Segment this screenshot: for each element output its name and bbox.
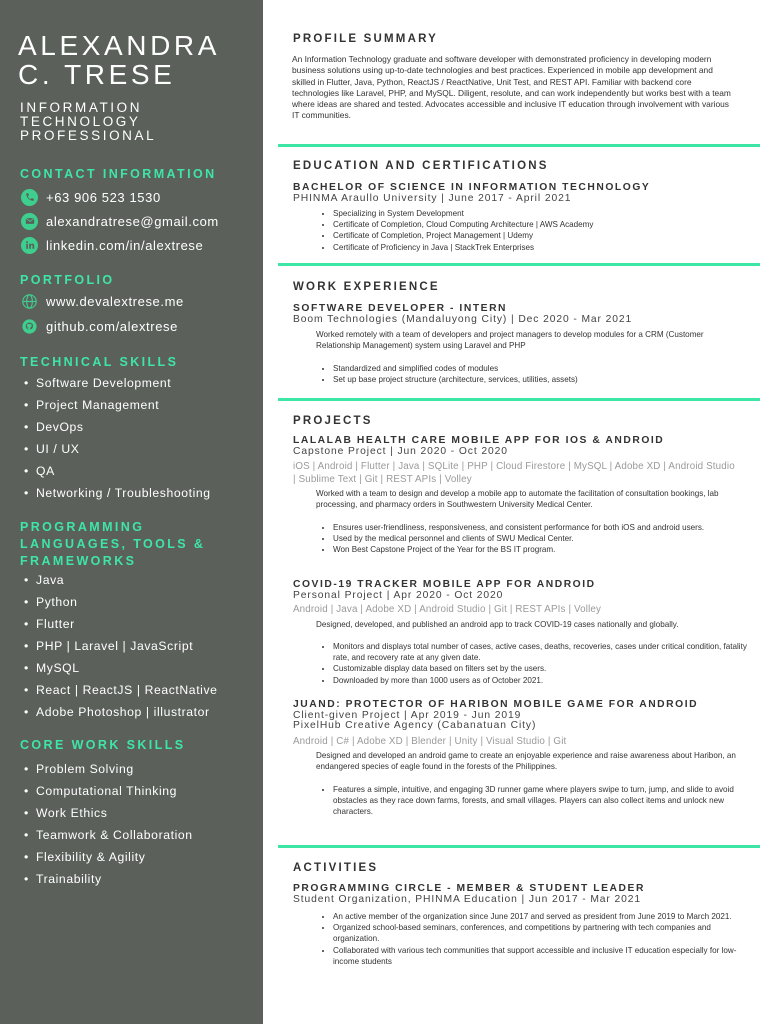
list-item: • Flexibility & Agility xyxy=(24,848,193,870)
list-item: • Computational Thinking xyxy=(24,782,193,804)
portfolio-heading: PORTFOLIO xyxy=(20,273,115,287)
list-item: • Adobe Photoshop | illustrator xyxy=(24,703,218,725)
list-item: • Networking / Troubleshooting xyxy=(24,484,211,506)
profile-summary-heading: PROFILE SUMMARY xyxy=(293,33,439,45)
phone-icon xyxy=(21,189,38,206)
list-item: • Java xyxy=(24,571,218,593)
education-heading: EDUCATION AND CERTIFICATIONS xyxy=(293,160,549,172)
section-divider xyxy=(278,144,760,147)
project-description: Worked with a team to design and develop a mobile app to automate the facilitation of consultation bookings, lab processing, and pharmacy orders in Southwestern University Medical Center. xyxy=(316,489,719,509)
list-item: • Certificate of Proficiency in Java | StackTrek Enterprises xyxy=(333,242,753,253)
list-item: • Certificate of Completion, Project Management | Udemy xyxy=(333,230,753,241)
list-item: • Problem Solving xyxy=(24,760,193,782)
activity-role: PROGRAMMING CIRCLE - MEMBER & STUDENT LEADER xyxy=(293,883,645,894)
job-company: Boom Technologies (Mandaluyong City) | Dec 2020 - Mar 2021 xyxy=(293,314,633,325)
technical-skills-list xyxy=(24,374,211,506)
project-subtitle: Personal Project | Apr 2020 - Oct 2020 xyxy=(293,590,504,601)
main-content xyxy=(263,0,768,1024)
linkedin-icon xyxy=(21,237,38,254)
portfolio-github[interactable]: github.com/alextrese xyxy=(21,317,178,335)
portfolio-website[interactable]: www.devalextrese.me xyxy=(21,292,184,310)
list-item: • Set up base project structure (architecture, services, utilities, assets) xyxy=(333,374,753,385)
project-list xyxy=(320,784,753,818)
core-skills-list xyxy=(24,760,193,892)
project-description: Designed, developed, and published an android app to track COVID-19 cases nationally and globally. xyxy=(316,620,679,629)
project-title: LALALAB HEALTH CARE MOBILE APP FOR IOS & ANDROID xyxy=(293,435,665,446)
sidebar xyxy=(0,0,263,1024)
activities-heading: ACTIVITIES xyxy=(293,862,379,874)
section-divider xyxy=(278,263,760,266)
list-item: • Collaborated with various tech communities that support accessible and inclusive IT education especially for low-income students xyxy=(333,945,753,967)
candidate-title: INFORMATION TECHNOLOGY PROFESSIONAL xyxy=(20,100,157,143)
project-tech: Android | C# | Adobe XD | Blender | Unity | Visual Studio | Git xyxy=(293,736,567,747)
list-item: • Flutter xyxy=(24,615,218,637)
programming-heading: PROGRAMMING LANGUAGES, TOOLS & FRAMEWORKS xyxy=(20,520,206,568)
list-item: • Organized school-based seminars, conferences, and competitions by partnering with tech companies and organization. xyxy=(333,922,753,944)
list-item: • Trainability xyxy=(24,870,193,892)
project-subtitle: Client-given Project | Apr 2019 - Jun 2019 xyxy=(293,710,522,721)
project-agency: PixelHub Creative Agency (Cabanatuan City) xyxy=(293,720,537,731)
list-item: • Used by the medical personnel and clients of SWU Medical Center. xyxy=(333,533,753,544)
project-title: JUAND: PROTECTOR OF HARIBON MOBILE GAME FOR ANDROID xyxy=(293,699,699,710)
activity-org: Student Organization, PHINMA Education | Jun 2017 - Mar 2021 xyxy=(293,894,642,905)
list-item: • Customizable display data based on filters set by the users. xyxy=(333,663,753,674)
list-item: • Standardized and simplified codes of modules xyxy=(333,363,753,374)
contact-linkedin[interactable]: linkedin.com/in/alextrese xyxy=(21,236,203,254)
candidate-name: ALEXANDRA C. TRESE xyxy=(18,30,221,90)
contact-phone[interactable]: +63 906 523 1530 xyxy=(21,188,161,206)
project-description: Designed and developed an android game to create an enjoyable experience and raise awareness about Haribon, an endangered species of eagle found in the forests of the Philippines. xyxy=(316,751,736,771)
school-line: PHINMA Araullo University | June 2017 - April 2021 xyxy=(293,193,572,204)
github-icon xyxy=(21,318,38,335)
technical-skills-heading: TECHNICAL SKILLS xyxy=(20,355,179,369)
list-item: • UI / UX xyxy=(24,440,211,462)
programming-list xyxy=(24,571,218,725)
list-item: • Features a simple, intuitive, and engaging 3D runner game where players swipe to turn, jump, and slide to avoid obstacles as they race down farms, forests, and small villages. Players can also collect items and unlock new characters. xyxy=(333,784,753,818)
list-item: • Software Development xyxy=(24,374,211,396)
job-description: Worked remotely with a team of developers and project managers to develop modules for a CRM (Customer Relationship Management) system using Laravel and PHP xyxy=(316,330,704,350)
job-list xyxy=(320,363,753,385)
activity-list xyxy=(320,911,753,967)
list-item: • DevOps xyxy=(24,418,211,440)
list-item: • PHP | Laravel | JavaScript xyxy=(24,637,218,659)
work-experience-heading: WORK EXPERIENCE xyxy=(293,281,440,293)
contact-heading: CONTACT INFORMATION xyxy=(20,167,217,181)
section-divider xyxy=(278,398,760,401)
list-item: • Project Management xyxy=(24,396,211,418)
list-item: • Monitors and displays total number of cases, active cases, deaths, recoveries, cases under critical condition, fatality rate, and recovery rate at any given date. xyxy=(333,641,753,663)
project-subtitle: Capstone Project | Jun 2020 - Oct 2020 xyxy=(293,446,508,457)
contact-email[interactable]: alexandratrese@gmail.com xyxy=(21,212,219,230)
list-item: • An active member of the organization since June 2017 and served as president from June 2019 to March 2021. xyxy=(333,911,753,922)
list-item: • Ensures user-friendliness, responsiveness, and consistent performance for both iOS and android users. xyxy=(333,522,753,533)
project-tech: iOS | Android | Flutter | Java | SQLite | PHP | Cloud Firestore | MySQL | Adobe XD | Android Studio | Sublime Text | Git | REST APIs | Volley xyxy=(293,461,735,485)
project-list xyxy=(320,641,753,686)
list-item: • Work Ethics xyxy=(24,804,193,826)
education-list xyxy=(320,208,753,253)
projects-heading: PROJECTS xyxy=(293,415,373,427)
job-role: SOFTWARE DEVELOPER - INTERN xyxy=(293,303,508,314)
list-item: • Python xyxy=(24,593,218,615)
list-item: • QA xyxy=(24,462,211,484)
core-skills-heading: CORE WORK SKILLS xyxy=(20,738,186,752)
list-item: • React | ReactJS | ReactNative xyxy=(24,681,218,703)
profile-summary-text: An Information Technology graduate and software developer with demonstrated proficiency in developing modern business solutions using up-to-date technologies and best practices. Experienced in mobile app development and skilled in Flutter, Java, Python, ReactJS / ReactNative, Unit Test, and REST API. Familiar with backend core technologies like Laravel, PHP, and MySQL. Diligent, resolute, and can work independently but works best with a team where ideas are shared and tested. Advocates accessible and inclusive IT education through involvement with various IT communities. xyxy=(292,54,731,121)
globe-icon xyxy=(21,293,38,310)
project-list xyxy=(320,522,753,556)
list-item: • Certificate of Completion, Cloud Computing Architecture | AWS Academy xyxy=(333,219,753,230)
list-item: • MySQL xyxy=(24,659,218,681)
list-item: • Specializing in System Development xyxy=(333,208,753,219)
email-icon xyxy=(21,213,38,230)
degree-title: BACHELOR OF SCIENCE IN INFORMATION TECHNOLOGY xyxy=(293,182,651,193)
list-item: • Won Best Capstone Project of the Year for the BS IT program. xyxy=(333,544,753,555)
project-tech: Android | Java | Adobe XD | Android Studio | Git | REST APIs | Volley xyxy=(293,604,602,615)
section-divider xyxy=(278,845,760,848)
list-item: • Downloaded by more than 1000 users as of October 2021. xyxy=(333,675,753,686)
list-item: • Teamwork & Collaboration xyxy=(24,826,193,848)
project-title: COVID-19 TRACKER MOBILE APP FOR ANDROID xyxy=(293,579,596,590)
